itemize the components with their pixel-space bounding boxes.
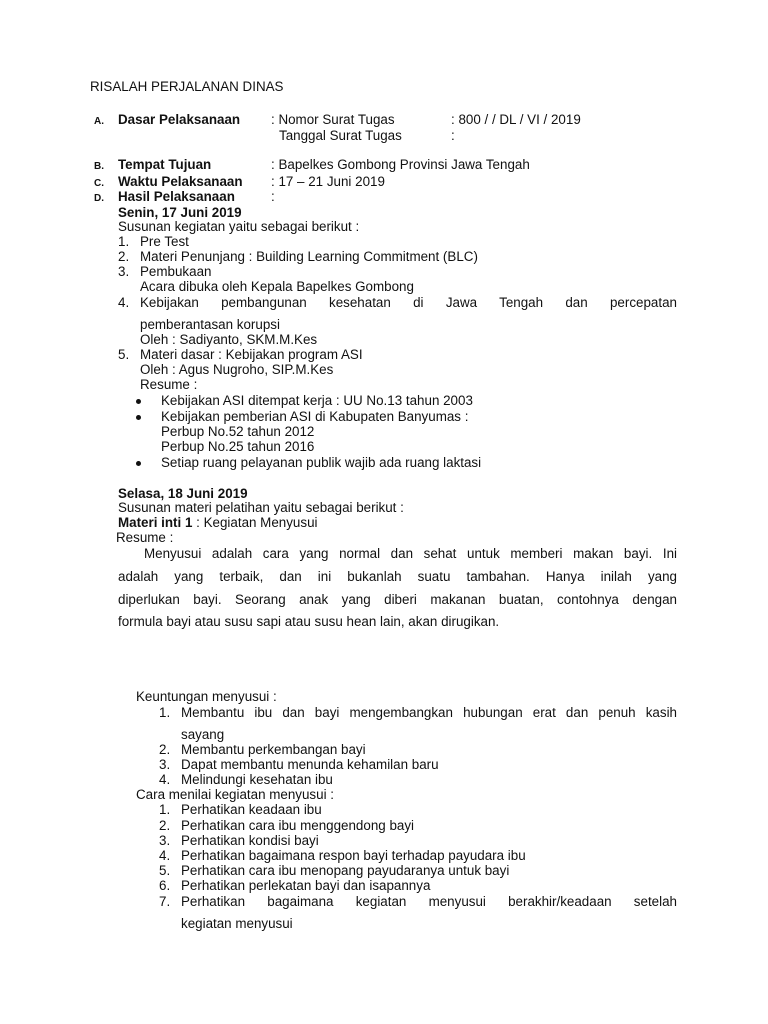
list-item: Pre Test [140, 234, 189, 249]
list-item: Materi Penunjang : Building Learning Commitment (BLC) [140, 249, 478, 264]
bullet-item: Setiap ruang pelayanan publik wajib ada ruang laktasi [161, 455, 482, 470]
section-d-label: Hasil Pelaksanaan [118, 189, 235, 204]
list-number: 6. [159, 878, 171, 893]
keuntungan-heading: Keuntungan menyusui : [136, 689, 277, 704]
section-b-label: Tempat Tujuan [118, 157, 212, 172]
list-item: pemberantasan korupsi [140, 317, 280, 332]
list-item: Membantu perkembangan bayi [181, 742, 366, 757]
list-number: 3. [159, 833, 171, 848]
list-number: 1. [159, 802, 171, 817]
resume-label: Resume : [116, 530, 174, 545]
list-item: Kebijakan pembangunan kesehatan di Jawa Tengah dan percepatan [140, 295, 677, 310]
paragraph-line: adalah yang terbaik, dan ini bukanlah suatu tambahan. Hanya inilah yang [118, 569, 677, 584]
resume-label: Resume : [140, 377, 198, 392]
section-c-label: Waktu Pelaksanaan [118, 174, 243, 189]
list-item: Materi dasar : Kebijakan program ASI [140, 347, 363, 362]
list-item: Melindungi kesehatan ibu [181, 772, 333, 787]
bullet-item: Kebijakan ASI ditempat kerja : UU No.13 tahun 2003 [161, 393, 473, 408]
list-item: kegiatan menyusui [181, 916, 293, 931]
list-number: 2. [159, 818, 171, 833]
section-a-label: Dasar Pelaksanaan [118, 112, 241, 127]
page-title: RISALAH PERJALANAN DINAS [90, 79, 284, 94]
section-d-letter: D. [94, 193, 104, 204]
tanggal-surat-label: Tanggal Surat Tugas [279, 128, 402, 143]
list-number: 2. [118, 249, 130, 264]
list-number: 2. [159, 742, 171, 757]
list-number: 5. [118, 347, 130, 362]
bullet-subitem: Perbup No.25 tahun 2016 [161, 439, 315, 454]
list-item: Membantu ibu dan bayi mengembangkan hubungan erat dan penuh kasih [181, 705, 677, 720]
day1-intro: Susunan kegiatan yaitu sebagai berikut : [118, 219, 360, 234]
list-number: 1. [118, 234, 130, 249]
list-item: sayang [181, 727, 225, 742]
section-c-value: : 17 – 21 Juni 2019 [271, 174, 385, 189]
list-item: Perhatikan cara ibu menggendong bayi [181, 818, 415, 833]
list-item: Oleh : Agus Nugroho, SIP.M.Kes [140, 362, 334, 377]
paragraph-line: formula bayi atau susu sapi atau susu hean lain, akan dirugikan. [118, 614, 500, 629]
materi-label: Materi inti 1 [118, 515, 193, 530]
list-number: 3. [118, 264, 130, 279]
list-number: 4. [118, 295, 130, 310]
list-item: Perhatikan perlekatan bayi dan isapannya [181, 878, 431, 893]
nomor-surat-label: : Nomor Surat Tugas [271, 112, 395, 127]
list-item: Perhatikan cara ibu menopang payudaranya untuk bayi [181, 863, 510, 878]
materi-value: : Kegiatan Menyusui [196, 515, 318, 530]
list-item: Oleh : Sadiyanto, SKM.M.Kes [140, 332, 318, 347]
list-item: Acara dibuka oleh Kepala Bapelkes Gombong [140, 279, 414, 294]
list-number: 4. [159, 848, 171, 863]
nomor-surat-value: : 800 / / DL / VI / 2019 [451, 112, 581, 127]
list-item: Dapat membantu menunda kehamilan baru [181, 757, 439, 772]
list-item: Perhatikan keadaan ibu [181, 802, 322, 817]
list-number: 1. [159, 705, 171, 720]
list-number: 3. [159, 757, 171, 772]
list-number: 5. [159, 863, 171, 878]
materi-line [118, 515, 318, 531]
list-item: Perhatikan bagaimana respon bayi terhadap payudara ibu [181, 848, 526, 863]
paragraph-line: diperlukan bayi. Seorang anak yang diberi makanan buatan, contohnya dengan [118, 592, 677, 607]
tanggal-surat-value: : [451, 128, 455, 143]
cara-heading: Cara menilai kegiatan menyusui : [136, 787, 334, 802]
section-b-value: : Bapelkes Gombong Provinsi Jawa Tengah [271, 157, 530, 172]
bullet-icon [136, 461, 141, 466]
bullet-subitem: Perbup No.52 tahun 2012 [161, 424, 315, 439]
bullet-item: Kebijakan pemberian ASI di Kabupaten Banyumas : [161, 409, 469, 424]
bullet-icon [136, 415, 141, 420]
bullet-icon [136, 399, 141, 404]
section-b-letter: B. [94, 161, 104, 172]
list-item: Perhatikan kondisi bayi [181, 833, 319, 848]
day2-intro: Susunan materi pelatihan yaitu sebagai berikut : [118, 500, 404, 515]
list-number: 4. [159, 772, 171, 787]
list-item: Pembukaan [140, 264, 212, 279]
section-a-letter: A. [94, 116, 104, 127]
list-number: 7. [159, 894, 171, 909]
section-c-letter: C. [94, 178, 104, 189]
day2-heading: Selasa, 18 Juni 2019 [118, 486, 248, 501]
list-item: Perhatikan bagaimana kegiatan menyusui berakhir/keadaan setelah [181, 894, 677, 909]
day1-heading: Senin, 17 Juni 2019 [118, 205, 242, 220]
section-d-value: : [271, 189, 275, 204]
paragraph-line: Menyusui adalah cara yang normal dan sehat untuk memberi makan bayi. Ini [144, 546, 677, 561]
